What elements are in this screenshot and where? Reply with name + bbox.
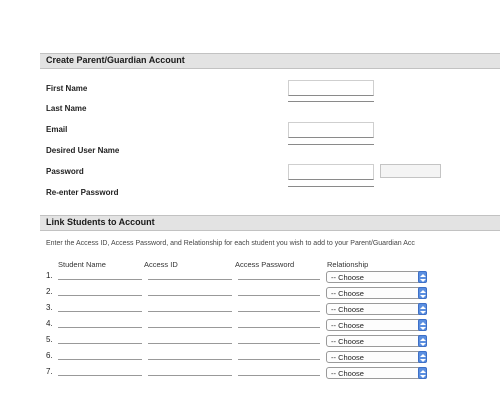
select-arrows-icon xyxy=(418,271,427,283)
student-name-input[interactable] xyxy=(58,327,142,328)
access-password-input[interactable] xyxy=(238,311,320,312)
select-arrows-icon xyxy=(418,287,427,299)
row-number: 3. xyxy=(46,303,53,312)
access-password-input[interactable] xyxy=(238,375,320,376)
col-header-access-id: Access ID xyxy=(144,260,178,269)
access-id-input[interactable] xyxy=(148,343,232,344)
email-label: Email xyxy=(46,125,68,134)
col-header-relationship: Relationship xyxy=(327,260,369,269)
access-id-input[interactable] xyxy=(148,327,232,328)
password-strength-box xyxy=(380,164,441,178)
password-label: Password xyxy=(46,167,84,176)
row-number: 5. xyxy=(46,335,53,344)
select-arrows-icon xyxy=(418,303,427,315)
access-id-input[interactable] xyxy=(148,311,232,312)
row-number: 7. xyxy=(46,367,53,376)
password-input[interactable] xyxy=(288,164,374,180)
access-password-input[interactable] xyxy=(238,343,320,344)
access-password-input[interactable] xyxy=(238,359,320,360)
relationship-select[interactable]: -- Choose xyxy=(326,335,427,347)
col-header-student-name: Student Name xyxy=(58,260,106,269)
relationship-select[interactable]: -- Choose xyxy=(326,303,427,315)
student-name-input[interactable] xyxy=(58,375,142,376)
relationship-select[interactable]: -- Choose xyxy=(326,351,427,363)
relationship-select[interactable]: -- Choose xyxy=(326,271,427,283)
relationship-select[interactable]: -- Choose xyxy=(326,367,427,379)
section-header-create-account xyxy=(40,53,500,69)
select-arrows-icon xyxy=(418,351,427,363)
last-name-label: Last Name xyxy=(46,104,87,113)
desired-user-name-label: Desired User Name xyxy=(46,146,120,155)
relationship-select[interactable]: -- Choose xyxy=(326,287,427,299)
section-title: Link Students to Account xyxy=(46,217,155,227)
col-header-access-password: Access Password xyxy=(235,260,295,269)
relationship-select[interactable]: -- Choose xyxy=(326,319,427,331)
row-number: 4. xyxy=(46,319,53,328)
section-header-link-students xyxy=(40,215,500,231)
student-name-input[interactable] xyxy=(58,359,142,360)
section-title: Create Parent/Guardian Account xyxy=(46,55,185,65)
row-number: 2. xyxy=(46,287,53,296)
reenter-password-input[interactable] xyxy=(288,186,374,187)
link-instructions: Enter the Access ID, Access Password, and Relationship for each student you wish to add to your Parent/Guardian Acc xyxy=(46,240,415,247)
access-password-input[interactable] xyxy=(238,279,320,280)
access-id-input[interactable] xyxy=(148,295,232,296)
first-name-input[interactable] xyxy=(288,80,374,96)
email-input[interactable] xyxy=(288,122,374,138)
row-number: 1. xyxy=(46,271,53,280)
first-name-label: First Name xyxy=(46,84,88,93)
select-arrows-icon xyxy=(418,335,427,347)
row-number: 6. xyxy=(46,351,53,360)
access-password-input[interactable] xyxy=(238,295,320,296)
student-name-input[interactable] xyxy=(58,343,142,344)
select-arrows-icon xyxy=(418,319,427,331)
access-id-input[interactable] xyxy=(148,279,232,280)
select-arrows-icon xyxy=(418,367,427,379)
access-password-input[interactable] xyxy=(238,327,320,328)
student-name-input[interactable] xyxy=(58,279,142,280)
access-id-input[interactable] xyxy=(148,359,232,360)
student-name-input[interactable] xyxy=(58,311,142,312)
student-name-input[interactable] xyxy=(58,295,142,296)
access-id-input[interactable] xyxy=(148,375,232,376)
last-name-input[interactable] xyxy=(288,101,374,102)
desired-user-name-input[interactable] xyxy=(288,144,374,145)
reenter-password-label: Re-enter Password xyxy=(46,188,119,197)
